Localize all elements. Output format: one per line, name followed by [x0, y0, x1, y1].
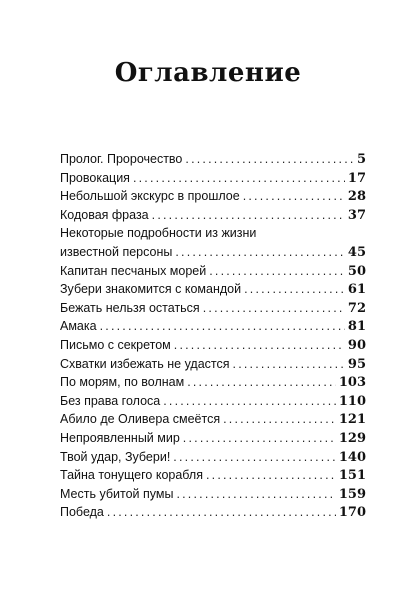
toc-page-number: 45 [347, 244, 366, 260]
dot-leader [152, 206, 345, 225]
dot-leader [203, 299, 345, 318]
toc-entry[interactable] [60, 429, 366, 448]
toc-entry[interactable] [60, 299, 366, 318]
dot-leader [244, 280, 345, 299]
toc-page-number: 95 [347, 356, 366, 372]
toc-entry[interactable] [60, 150, 366, 169]
toc-page-number: 50 [347, 263, 366, 279]
dot-leader [206, 466, 336, 485]
toc-page-number: 103 [338, 375, 366, 391]
toc-entry[interactable] [60, 355, 366, 374]
toc-entry[interactable] [60, 503, 366, 522]
toc-entry-title: Абило де Оливера смеётся [60, 412, 221, 427]
toc-entry-title: Без права голоса [60, 393, 161, 408]
toc-entry-title: Провокация [60, 170, 130, 185]
toc-entry[interactable] [60, 224, 366, 261]
toc-entry-title: Кодовая фраза [60, 207, 149, 222]
toc-entry-title: Пролог. Пророчество [60, 152, 183, 166]
toc-entry-title: Непроявленный мир [60, 430, 180, 445]
toc-entry[interactable] [60, 336, 366, 355]
dot-leader [223, 410, 336, 429]
toc-entry[interactable] [60, 466, 366, 485]
toc-page-number: 90 [347, 337, 366, 353]
toc-page-number: 72 [347, 300, 366, 316]
toc-page-number: 28 [347, 189, 366, 205]
toc-entry-title: Победа [60, 505, 104, 520]
toc-page-number: 37 [347, 207, 366, 223]
toc-entry[interactable] [60, 448, 366, 467]
dot-leader [163, 392, 336, 411]
toc-entry-title: Бежать нельзя остаться [60, 300, 200, 315]
dot-leader [176, 485, 335, 504]
toc-entry-title: Твой удар, Зубери! [60, 449, 171, 464]
toc-entry-title: Месть убитой пумы [60, 486, 174, 501]
toc-page-number: 170 [338, 505, 366, 521]
dot-leader [133, 169, 345, 188]
toc-entry-title: По морям, по волнам [60, 375, 185, 390]
toc-entry-title: Некоторые подробности из жизни [60, 226, 257, 241]
toc-entry[interactable] [60, 410, 366, 429]
dot-leader [175, 243, 345, 262]
toc-page-number: 81 [347, 319, 366, 335]
toc-entry[interactable] [60, 187, 366, 206]
dot-leader [243, 187, 345, 206]
toc-page-number: 159 [338, 486, 366, 502]
table-of-contents [60, 150, 366, 522]
dot-leader [187, 373, 336, 392]
dot-leader [209, 262, 345, 281]
dot-leader [233, 355, 345, 374]
toc-entry-continuation [60, 243, 366, 262]
toc-page-number: 110 [338, 393, 366, 409]
toc-entry[interactable] [60, 262, 366, 281]
dot-leader [183, 429, 336, 448]
toc-page-number: 151 [338, 468, 366, 484]
toc-page-number: 17 [347, 170, 366, 186]
toc-entry[interactable] [60, 392, 366, 411]
toc-page-number: 5 [356, 152, 366, 167]
page-title: Оглавление [114, 58, 302, 88]
toc-page-number: 61 [347, 282, 366, 298]
toc-entry-title: Зубери знакомится с командой [60, 282, 242, 297]
toc-entry-title: Схватки избежать не удастся [60, 356, 230, 371]
toc-entry[interactable] [60, 485, 366, 504]
toc-entry-title: Амака [60, 319, 97, 334]
toc-entry[interactable] [60, 317, 366, 336]
dot-leader [185, 150, 354, 169]
toc-entry-title: Тайна тонущего корабля [60, 468, 203, 483]
toc-page-number: 140 [338, 449, 366, 465]
toc-entry[interactable] [60, 206, 366, 225]
toc-entry[interactable] [60, 373, 366, 392]
toc-entry[interactable] [60, 280, 366, 299]
toc-entry-title: Письмо с секретом [60, 337, 171, 352]
toc-page-number: 129 [338, 430, 366, 446]
dot-leader [107, 503, 336, 522]
toc-entry-title-line2: известной персоны [60, 244, 173, 259]
toc-entry-title: Капитан песчаных морей [60, 263, 207, 278]
dot-leader [173, 448, 336, 467]
toc-page-number: 121 [338, 412, 366, 428]
dot-leader [174, 336, 345, 355]
toc-entry-title: Небольшой экскурс в прошлое [60, 189, 240, 204]
toc-entry[interactable] [60, 169, 366, 188]
dot-leader [100, 317, 345, 336]
